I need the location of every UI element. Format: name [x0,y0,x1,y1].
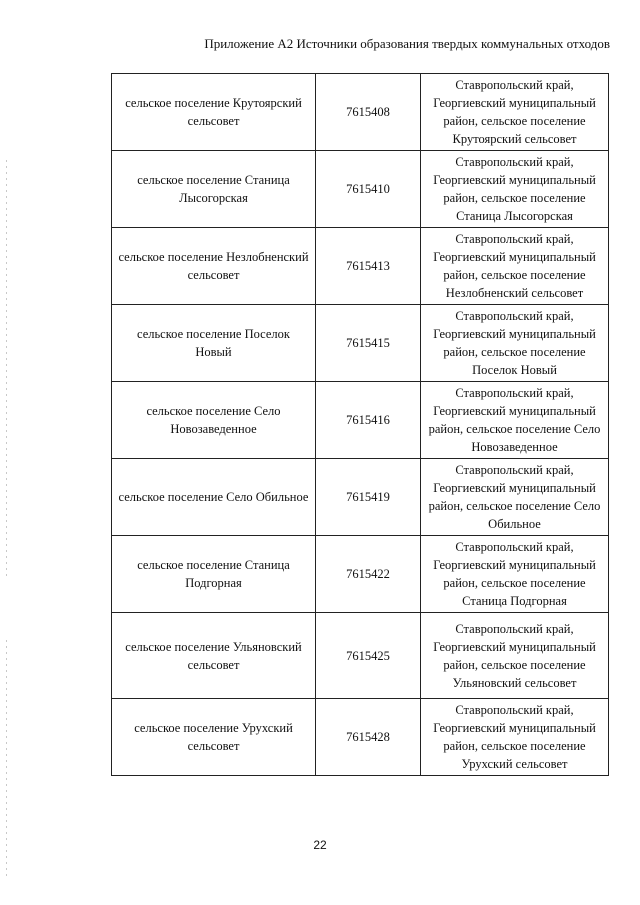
page-number: 22 [313,838,327,852]
table-row [112,699,609,776]
table-row [112,536,609,613]
location-cell: Ставропольский край, Георгиевский муниципальный район, сельское поселение Село Новозаведенное [421,382,609,459]
location-cell: Ставропольский край, Георгиевский муниципальный район, сельское поселение Ульяновский сельсовет [421,613,609,699]
location-cell: Ставропольский край, Георгиевский муниципальный район, сельское поселение Незлобненский сельсовет [421,228,609,305]
settlement-name-cell: сельское поселение Ульяновский сельсовет [112,613,316,699]
oktmo-code-cell: 7615419 [316,459,421,536]
oktmo-code-cell: 7615408 [316,74,421,151]
table-row [112,228,609,305]
oktmo-code-cell: 7615416 [316,382,421,459]
table-row [112,459,609,536]
settlement-name-cell: сельское поселение Село Обильное [112,459,316,536]
settlement-name-cell: сельское поселение Станица Подгорная [112,536,316,613]
scan-edge-mark [6,160,7,580]
table-row [112,151,609,228]
settlement-name-cell: сельское поселение Село Новозаведенное [112,382,316,459]
settlement-name-cell: сельское поселение Урухский сельсовет [112,699,316,776]
oktmo-code-cell: 7615410 [316,151,421,228]
table-row [112,74,609,151]
oktmo-code-cell: 7615428 [316,699,421,776]
oktmo-code-cell: 7615413 [316,228,421,305]
oktmo-code-cell: 7615425 [316,613,421,699]
table-row [112,613,609,699]
page-header: Приложение А2 Источники образования твердых коммунальных отходов [204,36,610,51]
location-cell: Ставропольский край, Георгиевский муниципальный район, сельское поселение Урухский сельсовет [421,699,609,776]
location-cell: Ставропольский край, Георгиевский муниципальный район, сельское поселение Станица Подгорная [421,536,609,613]
location-cell: Ставропольский край, Георгиевский муниципальный район, сельское поселение Село Обильное [421,459,609,536]
table-row [112,305,609,382]
table-row [112,382,609,459]
location-cell: Ставропольский край, Георгиевский муниципальный район, сельское поселение Крутоярский сельсовет [421,74,609,151]
settlement-name-cell: сельское поселение Незлобненский сельсовет [112,228,316,305]
location-cell: Ставропольский край, Георгиевский муниципальный район, сельское поселение Станица Лысогорская [421,151,609,228]
location-cell: Ставропольский край, Георгиевский муниципальный район, сельское поселение Поселок Новый [421,305,609,382]
settlement-name-cell: сельское поселение Крутоярский сельсовет [112,74,316,151]
settlement-name-cell: сельское поселение Станица Лысогорская [112,151,316,228]
oktmo-code-cell: 7615422 [316,536,421,613]
waste-sources-table [111,73,609,776]
settlement-name-cell: сельское поселение Поселок Новый [112,305,316,382]
oktmo-code-cell: 7615415 [316,305,421,382]
